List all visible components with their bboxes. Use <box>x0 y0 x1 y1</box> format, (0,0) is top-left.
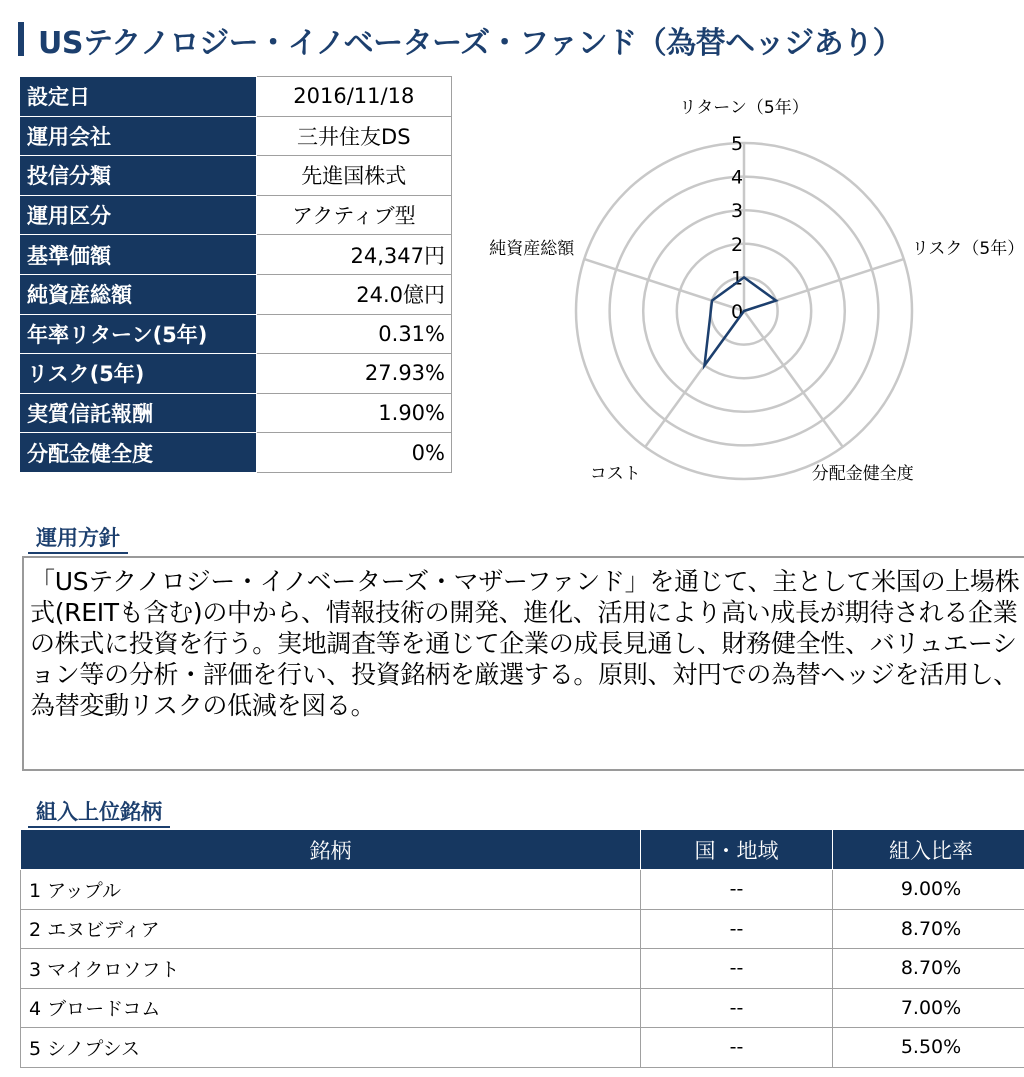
fund-info-table <box>20 76 452 473</box>
radar-axes <box>584 143 904 447</box>
radar-axis-line <box>584 259 744 311</box>
info-value: 0.31% <box>256 314 451 354</box>
column-header-name: 銘柄 <box>21 830 641 870</box>
info-value: 三井住友DS <box>256 116 451 156</box>
column-header-ratio: 組入比率 <box>833 830 1024 870</box>
holding-ratio: 7.00% <box>833 988 1024 1028</box>
holding-ratio: 5.50% <box>833 1028 1024 1068</box>
info-row <box>21 274 452 314</box>
info-row <box>21 314 452 354</box>
info-value: 0% <box>256 433 451 473</box>
radar-chart <box>460 76 1024 516</box>
info-value: 24.0億円 <box>256 274 451 314</box>
table-row <box>21 870 1024 910</box>
info-label: 分配金健全度 <box>21 433 257 473</box>
info-value: 27.93% <box>256 354 451 394</box>
info-row <box>21 354 452 394</box>
holding-name: 2 エヌビディア <box>21 909 641 949</box>
radar-axis-label: リスク（5年） <box>911 239 1024 260</box>
radar-scale-label: 1 <box>730 267 744 290</box>
holding-name: 3 マイクロソフト <box>21 949 641 989</box>
info-label: 投信分類 <box>21 156 257 196</box>
holdings-header-row <box>21 830 1024 870</box>
holding-region: -- <box>641 988 833 1028</box>
holding-ratio: 8.70% <box>833 909 1024 949</box>
holding-region: -- <box>641 949 833 989</box>
info-row <box>21 156 452 196</box>
page-title: USテクノロジー・イノベーターズ・ファンド（為替ヘッジあり） <box>38 26 903 61</box>
info-value: 先進国株式 <box>256 156 451 196</box>
info-row <box>21 77 452 117</box>
radar-axis-line <box>744 311 843 447</box>
table-row <box>21 949 1024 989</box>
table-row <box>21 1028 1024 1068</box>
radar-axis-label: リターン（5年） <box>679 98 809 118</box>
holding-name: 1 アップル <box>21 870 641 910</box>
holding-name: 4 ブロードコム <box>21 988 641 1028</box>
radar-scale-labels <box>731 133 743 323</box>
holding-region: -- <box>641 1028 833 1068</box>
info-label: リスク(5年) <box>21 354 257 394</box>
info-row <box>21 195 452 235</box>
radar-scale-label: 2 <box>730 233 744 256</box>
info-row <box>21 235 452 275</box>
policy-text: 「USテクノロジー・イノベーターズ・マザーファンド」を通じて、主として米国の上場株式(REITも含む)の中から、情報技術の開発、進化、活用により高い成長が期待される企業の株式に投資を行う。実地調査等を通じて企業の成長見通し、財務健全性、バリュエーション等の分析・評価を行い、投資銘柄を厳選する。原則、対円での為替ヘッジを活用し、為替変動リスクの低減を図る。 <box>22 556 1024 771</box>
info-label: 基準価額 <box>21 235 257 275</box>
holding-name: 5 シノプシス <box>21 1028 641 1068</box>
info-label: 設定日 <box>21 77 257 117</box>
holding-ratio: 8.70% <box>833 949 1024 989</box>
info-value: 1.90% <box>256 393 451 433</box>
page-title-bar <box>18 16 1018 60</box>
info-value: 24,347円 <box>256 235 451 275</box>
info-value: 2016/11/18 <box>256 77 451 117</box>
info-label: 運用区分 <box>21 195 257 235</box>
radar-axis-label: コスト <box>589 463 641 484</box>
radar-scale-label: 5 <box>730 133 744 155</box>
info-label: 実質信託報酬 <box>21 393 257 433</box>
policy-heading: 運用方針 <box>28 522 128 554</box>
holdings-table <box>20 829 1024 1068</box>
holding-ratio: 9.00% <box>833 870 1024 910</box>
table-row <box>21 988 1024 1028</box>
info-label: 年率リターン(5年) <box>21 314 257 354</box>
radar-axis-label: 純資産総額 <box>489 239 575 260</box>
radar-axis-labels <box>489 97 1024 484</box>
table-row <box>21 909 1024 949</box>
holding-region: -- <box>641 870 833 910</box>
radar-axis-label: 分配金健全度 <box>811 463 914 484</box>
title-accent-bar <box>18 22 24 56</box>
info-value: アクティブ型 <box>256 195 451 235</box>
radar-scale-label: 0 <box>730 301 744 323</box>
holdings-heading: 組入上位銘柄 <box>28 796 170 828</box>
holding-region: -- <box>641 909 833 949</box>
column-header-region: 国・地域 <box>641 830 833 870</box>
radar-scale-label: 4 <box>730 166 744 189</box>
info-row <box>21 393 452 433</box>
info-row <box>21 433 452 473</box>
radar-scale-label: 3 <box>730 200 744 223</box>
info-label: 純資産総額 <box>21 274 257 314</box>
info-label: 運用会社 <box>21 116 257 156</box>
info-row <box>21 116 452 156</box>
